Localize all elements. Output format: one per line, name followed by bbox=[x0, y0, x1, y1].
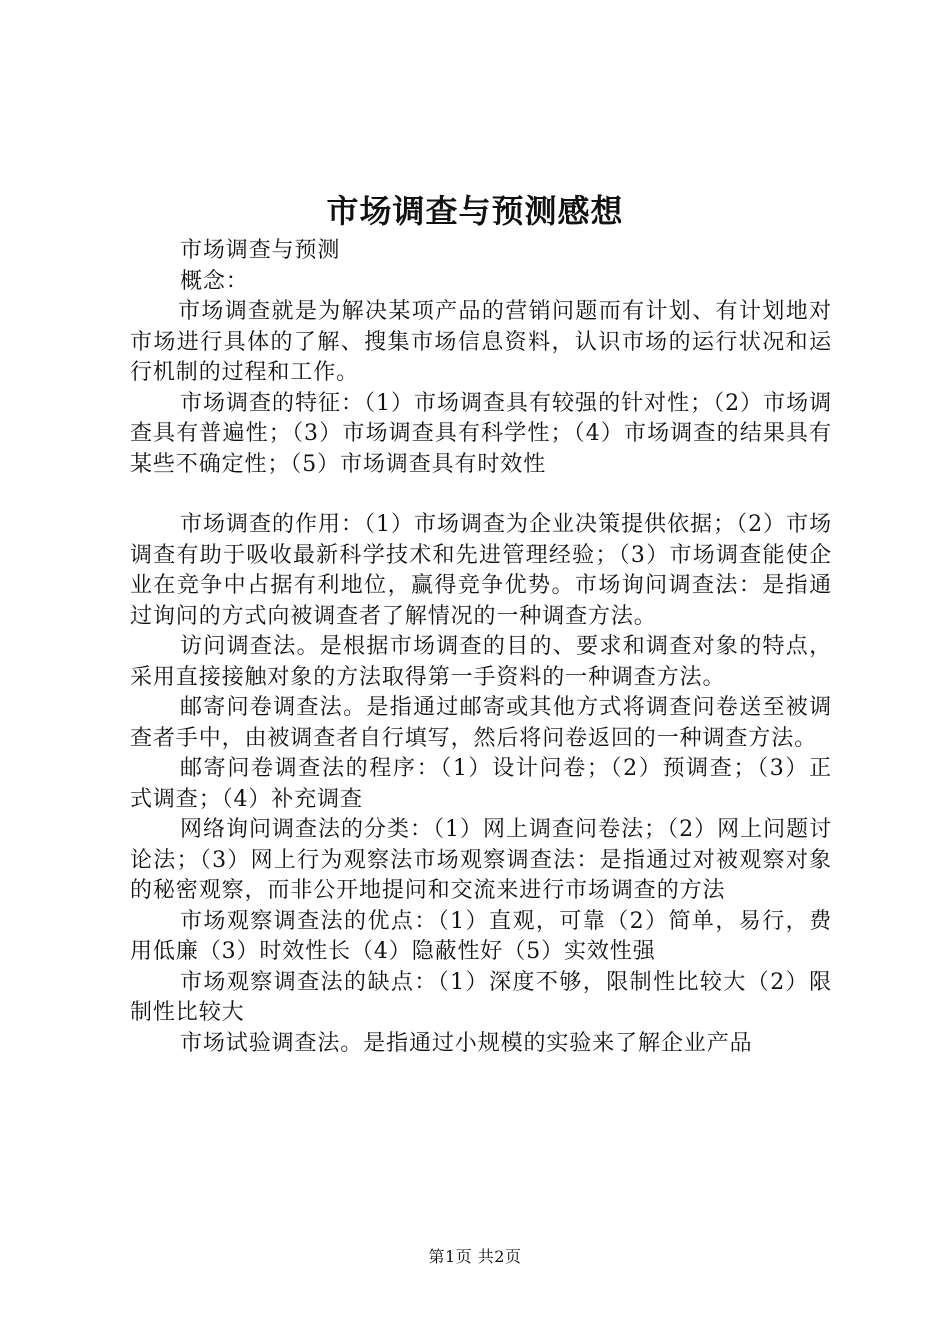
paragraph-concept-label: 概念： bbox=[180, 268, 249, 294]
paragraph-spacer bbox=[130, 480, 832, 510]
paragraph-experiment-method: 市场试验调查法。是指通过小规模的实验来了解企业产品 bbox=[180, 1030, 753, 1056]
paragraph-subtitle: 市场调查与预测 bbox=[180, 238, 341, 263]
paragraph-characteristics: 市场调查的特征：（1）市场调查具有较强的针对性；（2）市场调查具有普遍性；（3）市场调查具有科学性；（4）市场调查的结果具有某些不确定性；（5）市场调查具有时效性 bbox=[130, 390, 832, 477]
paragraph-functions: 市场调查的作用：（1）市场调查为企业决策提供依据；（2）市场调查有助于吸收最新科学技术和先进管理经验；（3）市场调查能使企业在竞争中占据有利地位，赢得竞争优势。市场询问调查法：是指通过询问的方式向被调查者了解情况的一种调查方法。 bbox=[130, 512, 832, 629]
paragraph-mail-survey-procedure: 邮寄问卷调查法的程序：（1）设计问卷；（2）预调查；（3）正式调查；（4）补充调查 bbox=[130, 756, 832, 812]
document-body bbox=[130, 236, 832, 1059]
page-footer: 第1页 共2页 bbox=[428, 1247, 522, 1266]
paragraph-observation-disadvantages: 市场观察调查法的缺点：（1）深度不够，限制性比较大（2）限制性比较大 bbox=[130, 969, 832, 1025]
document-title: 市场调查与预测感想 bbox=[326, 192, 624, 230]
paragraph-online-survey-types: 网络询问调查法的分类：（1）网上调查问卷法；（2）网上问题讨论法；（3）网上行为观察法市场观察调查法：是指通过对被观察对象的秘密观察，而非公开地提问和交流来进行市场调查的方法 bbox=[130, 817, 832, 903]
paragraph-observation-advantages: 市场观察调查法的优点：（1）直观，可靠（2）简单，易行，费用低廉（3）时效性长（4）隐蔽性好（5）实效性强 bbox=[130, 908, 832, 964]
paragraph-mail-survey: 邮寄问卷调查法。是指通过邮寄或其他方式将调查问卷送至被调查者手中，由被调查者自行填写，然后将问卷返回的一种调查方法。 bbox=[130, 695, 832, 751]
paragraph-definition: 市场调查就是为解决某项产品的营销问题而有计划、有计划地对市场进行具体的了解、搜集市场信息资料，认识市场的运行状况和运行机制的过程和工作。 bbox=[130, 299, 832, 385]
paragraph-interview-method: 访问调查法。是根据市场调查的目的、要求和调查对象的特点，采用直接接触对象的方法取得第一手资料的一种调查方法。 bbox=[130, 634, 832, 690]
